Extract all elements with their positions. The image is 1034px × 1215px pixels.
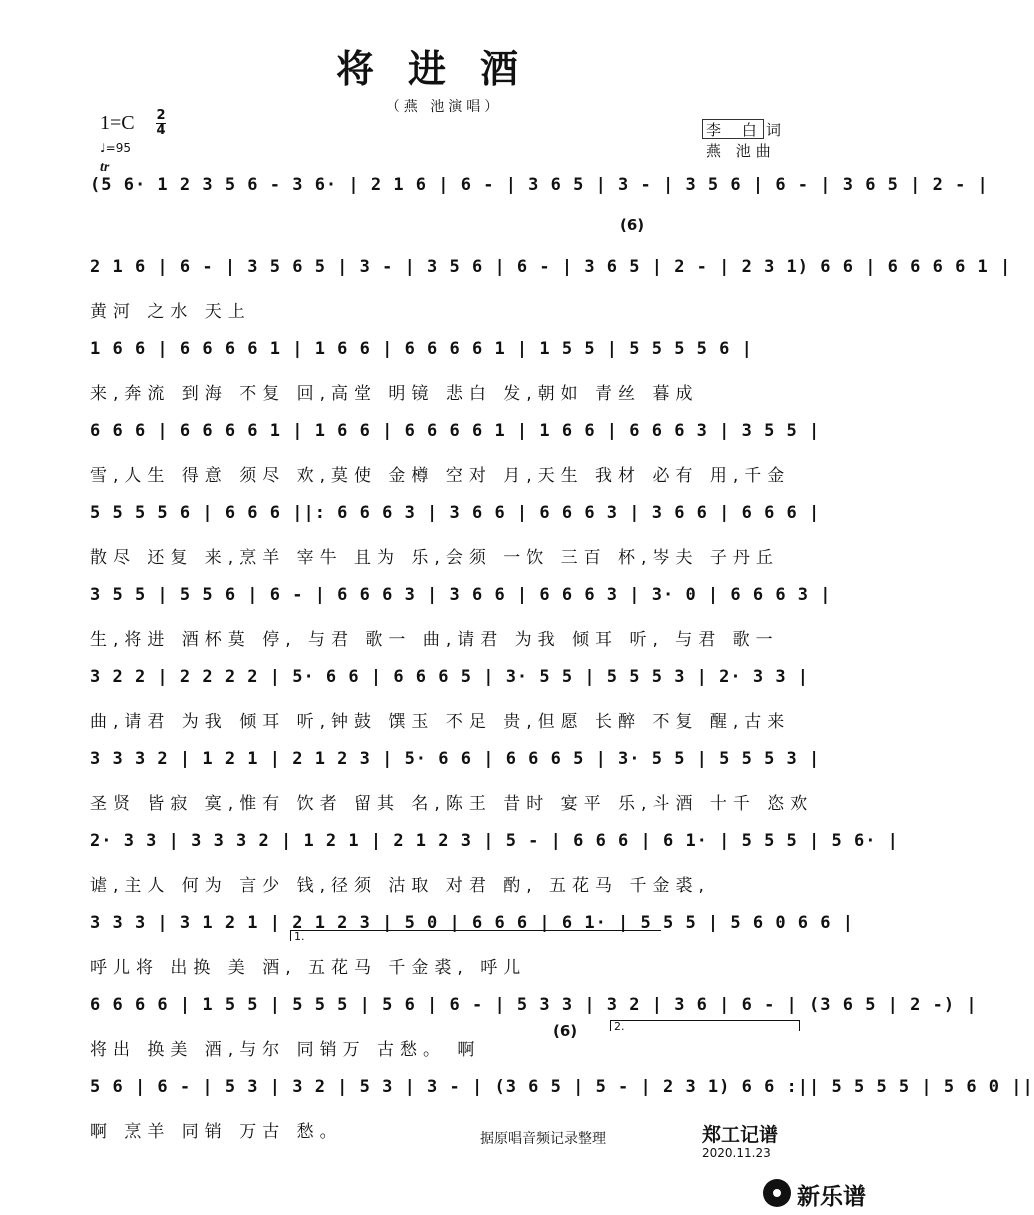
lyrics-line: 黄河 之水 天上: [90, 302, 251, 322]
notation-line: 5 6 | 6 - | 5 3 | 3 2 | 5 3 | 3 - | (3 6 5 | 5 - | 2 3 1) 6 6 :|| 5 5 5 5 | 5 6 0 ||: [90, 1077, 1034, 1097]
lyrics-line: 将出 换美 酒,与尔 同销万 古愁。 啊: [90, 1040, 481, 1060]
lyrics-line: 圣贤 皆寂 寞,惟有 饮者 留其 名,陈王 昔时 宴平 乐,斗酒 十千 恣欢: [90, 794, 814, 814]
notation-line: 2 1 6 | 6 - | 3 5 6 5 | 3 - | 3 5 6 | 6 - | 3 6 5 | 2 - | 2 3 1) 6 6 | 6 6 6 6 1 |: [90, 257, 1012, 277]
volta-2-label: 2.: [614, 1020, 625, 1033]
song-subtitle: （燕 池演唱）: [385, 99, 503, 115]
composer-credit: 燕 池曲: [706, 142, 776, 160]
notation-line: 6 6 6 6 | 1 5 5 | 5 5 5 | 5 6 | 6 - | 5 3 3 | 3 2 | 3 6 | 6 - | (3 6 5 | 2 -) |: [90, 995, 978, 1015]
score-line: [90, 831, 899, 871]
trill-ornament: tr: [100, 160, 110, 175]
lyrics-line: 曲,请君 为我 倾耳 听,钟鼓 馔玉 不足 贵,但愿 长醉 不复 醒,古来: [90, 712, 791, 732]
tempo-marking: ♩=95: [100, 141, 131, 155]
notation-line: 6 6 6 | 6 6 6 6 1 | 1 6 6 | 6 6 6 6 1 | 1 6 6 | 6 6 6 3 | 3 5 5 |: [90, 421, 821, 441]
score-line: [90, 339, 802, 379]
song-title: 将进酒: [335, 47, 552, 91]
score-line: [90, 257, 1012, 297]
lyrics-line: 雪,人生 得意 须尽 欢,莫使 金樽 空对 月,天生 我材 必有 用,千金: [90, 466, 791, 486]
score-line: [90, 585, 832, 625]
lyrics-line: 呼儿将 出换 美 酒, 五花马 千金裘, 呼儿: [90, 958, 527, 978]
lyrics-line: 来,奔流 到海 不复 回,高堂 明镜 悲白 发,朝如 青丝 暮成: [90, 384, 699, 404]
lyrics-line: 生,将进 酒杯莫 停, 与君 歌一 曲,请君 为我 倾耳 听, 与君 歌一: [90, 630, 779, 650]
site-logo: [763, 1176, 881, 1210]
score-line: [90, 421, 821, 461]
lyrics-line: 散尽 还复 来,烹羊 宰牛 且为 乐,会须 一饮 三百 杯,岑夫 子丹丘: [90, 548, 779, 568]
notation-line: (5 6· 1 2 3 5 6 - 3 6· | 2 1 6 | 6 - | 3 6 5 | 3 - | 3 5 6 | 6 - | 3 6 5 | 2 - |: [90, 175, 989, 195]
scribe-credit: 郑工记谱: [702, 1124, 779, 1146]
repeat-number-1: (6): [620, 216, 645, 234]
lyrics-line: 谑,主人 何为 言少 钱,径须 沽取 对君 酌, 五花马 千金裘,: [90, 876, 710, 896]
volta-1-label: 1.: [294, 930, 305, 943]
score-line: [90, 995, 978, 1035]
score-line: [90, 175, 989, 215]
time-signature-bottom: 4: [156, 123, 166, 138]
score-line: [90, 1077, 1034, 1117]
logo-text: 新乐谱: [797, 1184, 866, 1210]
notation-line: 1 6 6 | 6 6 6 6 1 | 1 6 6 | 6 6 6 6 1 | 1 5 5 | 5 5 5 5 6 |: [90, 339, 753, 359]
time-signature: [156, 110, 166, 137]
notation-line: 3 5 5 | 5 5 6 | 6 - | 6 6 6 3 | 3 6 6 | 6 6 6 3 | 3· 0 | 6 6 6 3 |: [90, 585, 832, 605]
notation-line: 3 3 3 2 | 1 2 1 | 2 1 2 3 | 5· 6 6 | 6 6 6 5 | 3· 5 5 | 5 5 5 3 |: [90, 749, 821, 769]
notation-line: 5 5 5 5 6 | 6 6 6 ||: 6 6 6 3 | 3 6 6 | 6 6 6 3 | 3 6 6 | 6 6 6 |: [90, 503, 821, 523]
repeat-number-2: (6): [553, 1022, 578, 1040]
score-line: [90, 913, 854, 953]
key-signature: 1=C: [100, 112, 135, 134]
score-line: [90, 667, 810, 707]
lyricist-credit: 李 白: [706, 121, 765, 139]
lyricist-suffix: 词: [766, 121, 782, 139]
score-line: [90, 503, 821, 543]
score-line: [90, 749, 821, 789]
scribe-date: 2020.11.23: [702, 1146, 771, 1160]
time-signature-top: 2: [156, 108, 166, 123]
notation-line: 2· 3 3 | 3 3 3 2 | 1 2 1 | 2 1 2 3 | 5 - | 6 6 6 | 6 1· | 5 5 5 | 5 6· |: [90, 831, 899, 851]
disc-icon: [763, 1179, 791, 1207]
lyrics-line: 啊 烹羊 同销 万古 愁。: [90, 1122, 343, 1142]
notation-line: 3 3 3 | 3 1 2 1 | 2 1 2 3 | 5 0 | 6 6 6 | 6 1· | 5 5 5 | 5 6 0 6 6 |: [90, 913, 854, 933]
notation-line: 3 2 2 | 2 2 2 2 | 5· 6 6 | 6 6 6 5 | 3· 5 5 | 5 5 5 3 | 2· 3 3 |: [90, 667, 810, 687]
footer-note: 据原唱音频记录整理: [480, 1131, 606, 1147]
